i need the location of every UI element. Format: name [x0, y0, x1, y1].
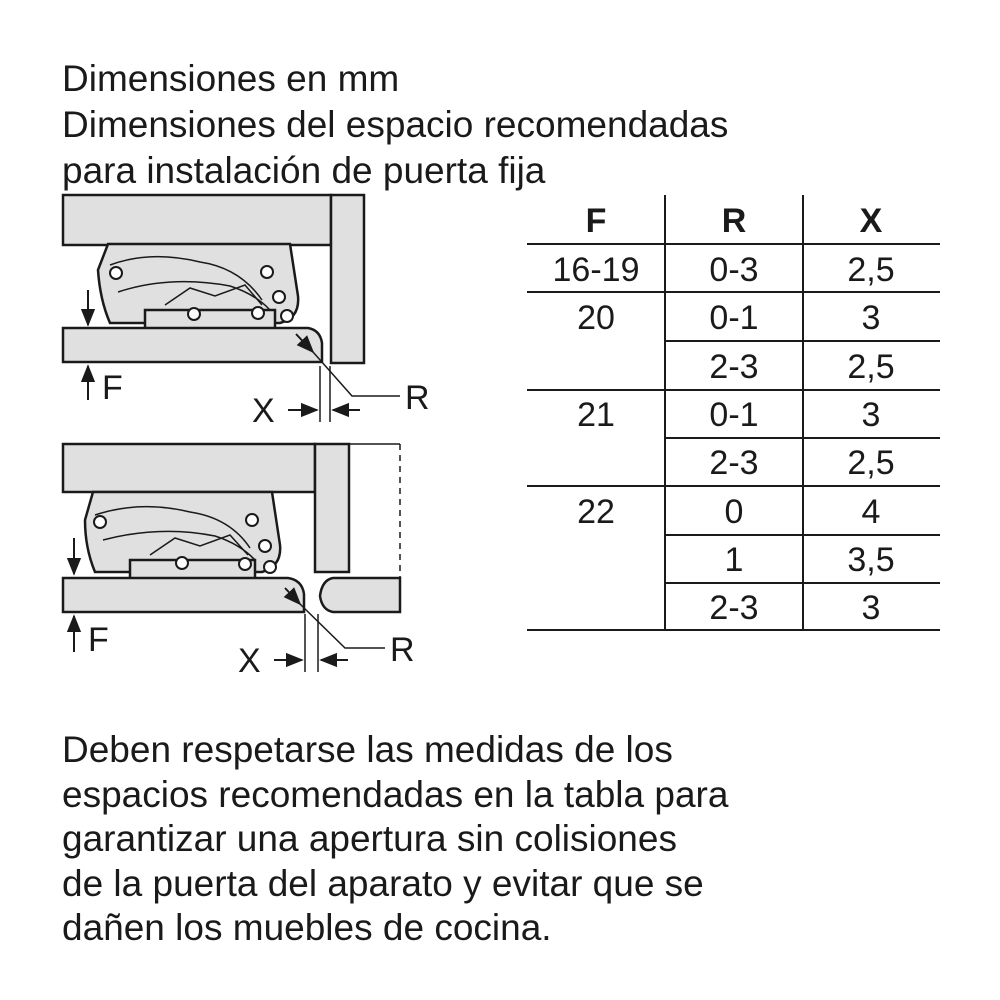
body-line-4: de la puerta del aparato y evitar que se [62, 862, 704, 904]
cell-x: 3,5 [847, 541, 895, 579]
hinge-diagram-bottom [63, 444, 415, 680]
cell-x: 2,5 [847, 444, 895, 482]
side-wall [315, 444, 349, 572]
hinge-diagram-top [63, 195, 430, 430]
cell-r: 0 [724, 493, 744, 531]
cell-x: 3 [861, 299, 881, 337]
cell-r: 0-3 [709, 251, 759, 289]
cell-r: 0-1 [709, 299, 759, 337]
header-f: F [585, 202, 607, 240]
cell-r: 1 [724, 541, 744, 579]
side-wall [331, 195, 364, 363]
cabinet-top-panel [63, 195, 331, 245]
cell-f: 22 [577, 493, 615, 531]
door-panel [63, 328, 322, 362]
body-line-2: espacios recomendadas en la tabla para [62, 773, 729, 815]
label-r-top: R [405, 379, 430, 417]
cell-r: 2-3 [709, 444, 759, 482]
body-line-5: dañen los muebles de cocina. [62, 907, 552, 948]
cell-x: 3 [861, 396, 881, 434]
cabinet-top-panel [63, 444, 315, 492]
gap-table [527, 195, 940, 630]
label-f-top: F [102, 369, 123, 407]
adjacent-door [320, 578, 400, 612]
cell-f: 21 [577, 396, 615, 434]
body-line-1: Deben respetarse las medidas de los [62, 729, 673, 770]
cell-r: 0-1 [709, 396, 759, 434]
cell-x: 2,5 [847, 348, 895, 386]
cell-f: 16-19 [552, 251, 640, 289]
intro-line-2: Dimensiones del espacio recomendadas [62, 104, 729, 145]
cell-r: 2-3 [709, 589, 759, 627]
cell-x: 4 [861, 493, 881, 531]
intro-line-1: Dimensiones en mm [62, 58, 400, 99]
label-r-bottom: R [390, 631, 415, 669]
cell-r: 2-3 [709, 348, 759, 386]
hinge-icon [85, 492, 280, 579]
hinge-icon [98, 244, 298, 330]
body-text [62, 728, 728, 951]
body-line-3: garantizar una apertura sin colisiones [62, 818, 677, 859]
header-r: R [721, 202, 747, 240]
label-x-top: X [252, 392, 275, 430]
cell-x: 2,5 [847, 251, 895, 289]
label-f-bottom: F [88, 621, 109, 659]
intro-line-3: para instalación de puerta fija [62, 150, 546, 191]
cell-f: 20 [577, 299, 615, 337]
header-x: X [859, 202, 883, 240]
cell-x: 3 [861, 589, 881, 627]
door-panel [63, 578, 304, 612]
label-x-bottom: X [238, 642, 261, 680]
